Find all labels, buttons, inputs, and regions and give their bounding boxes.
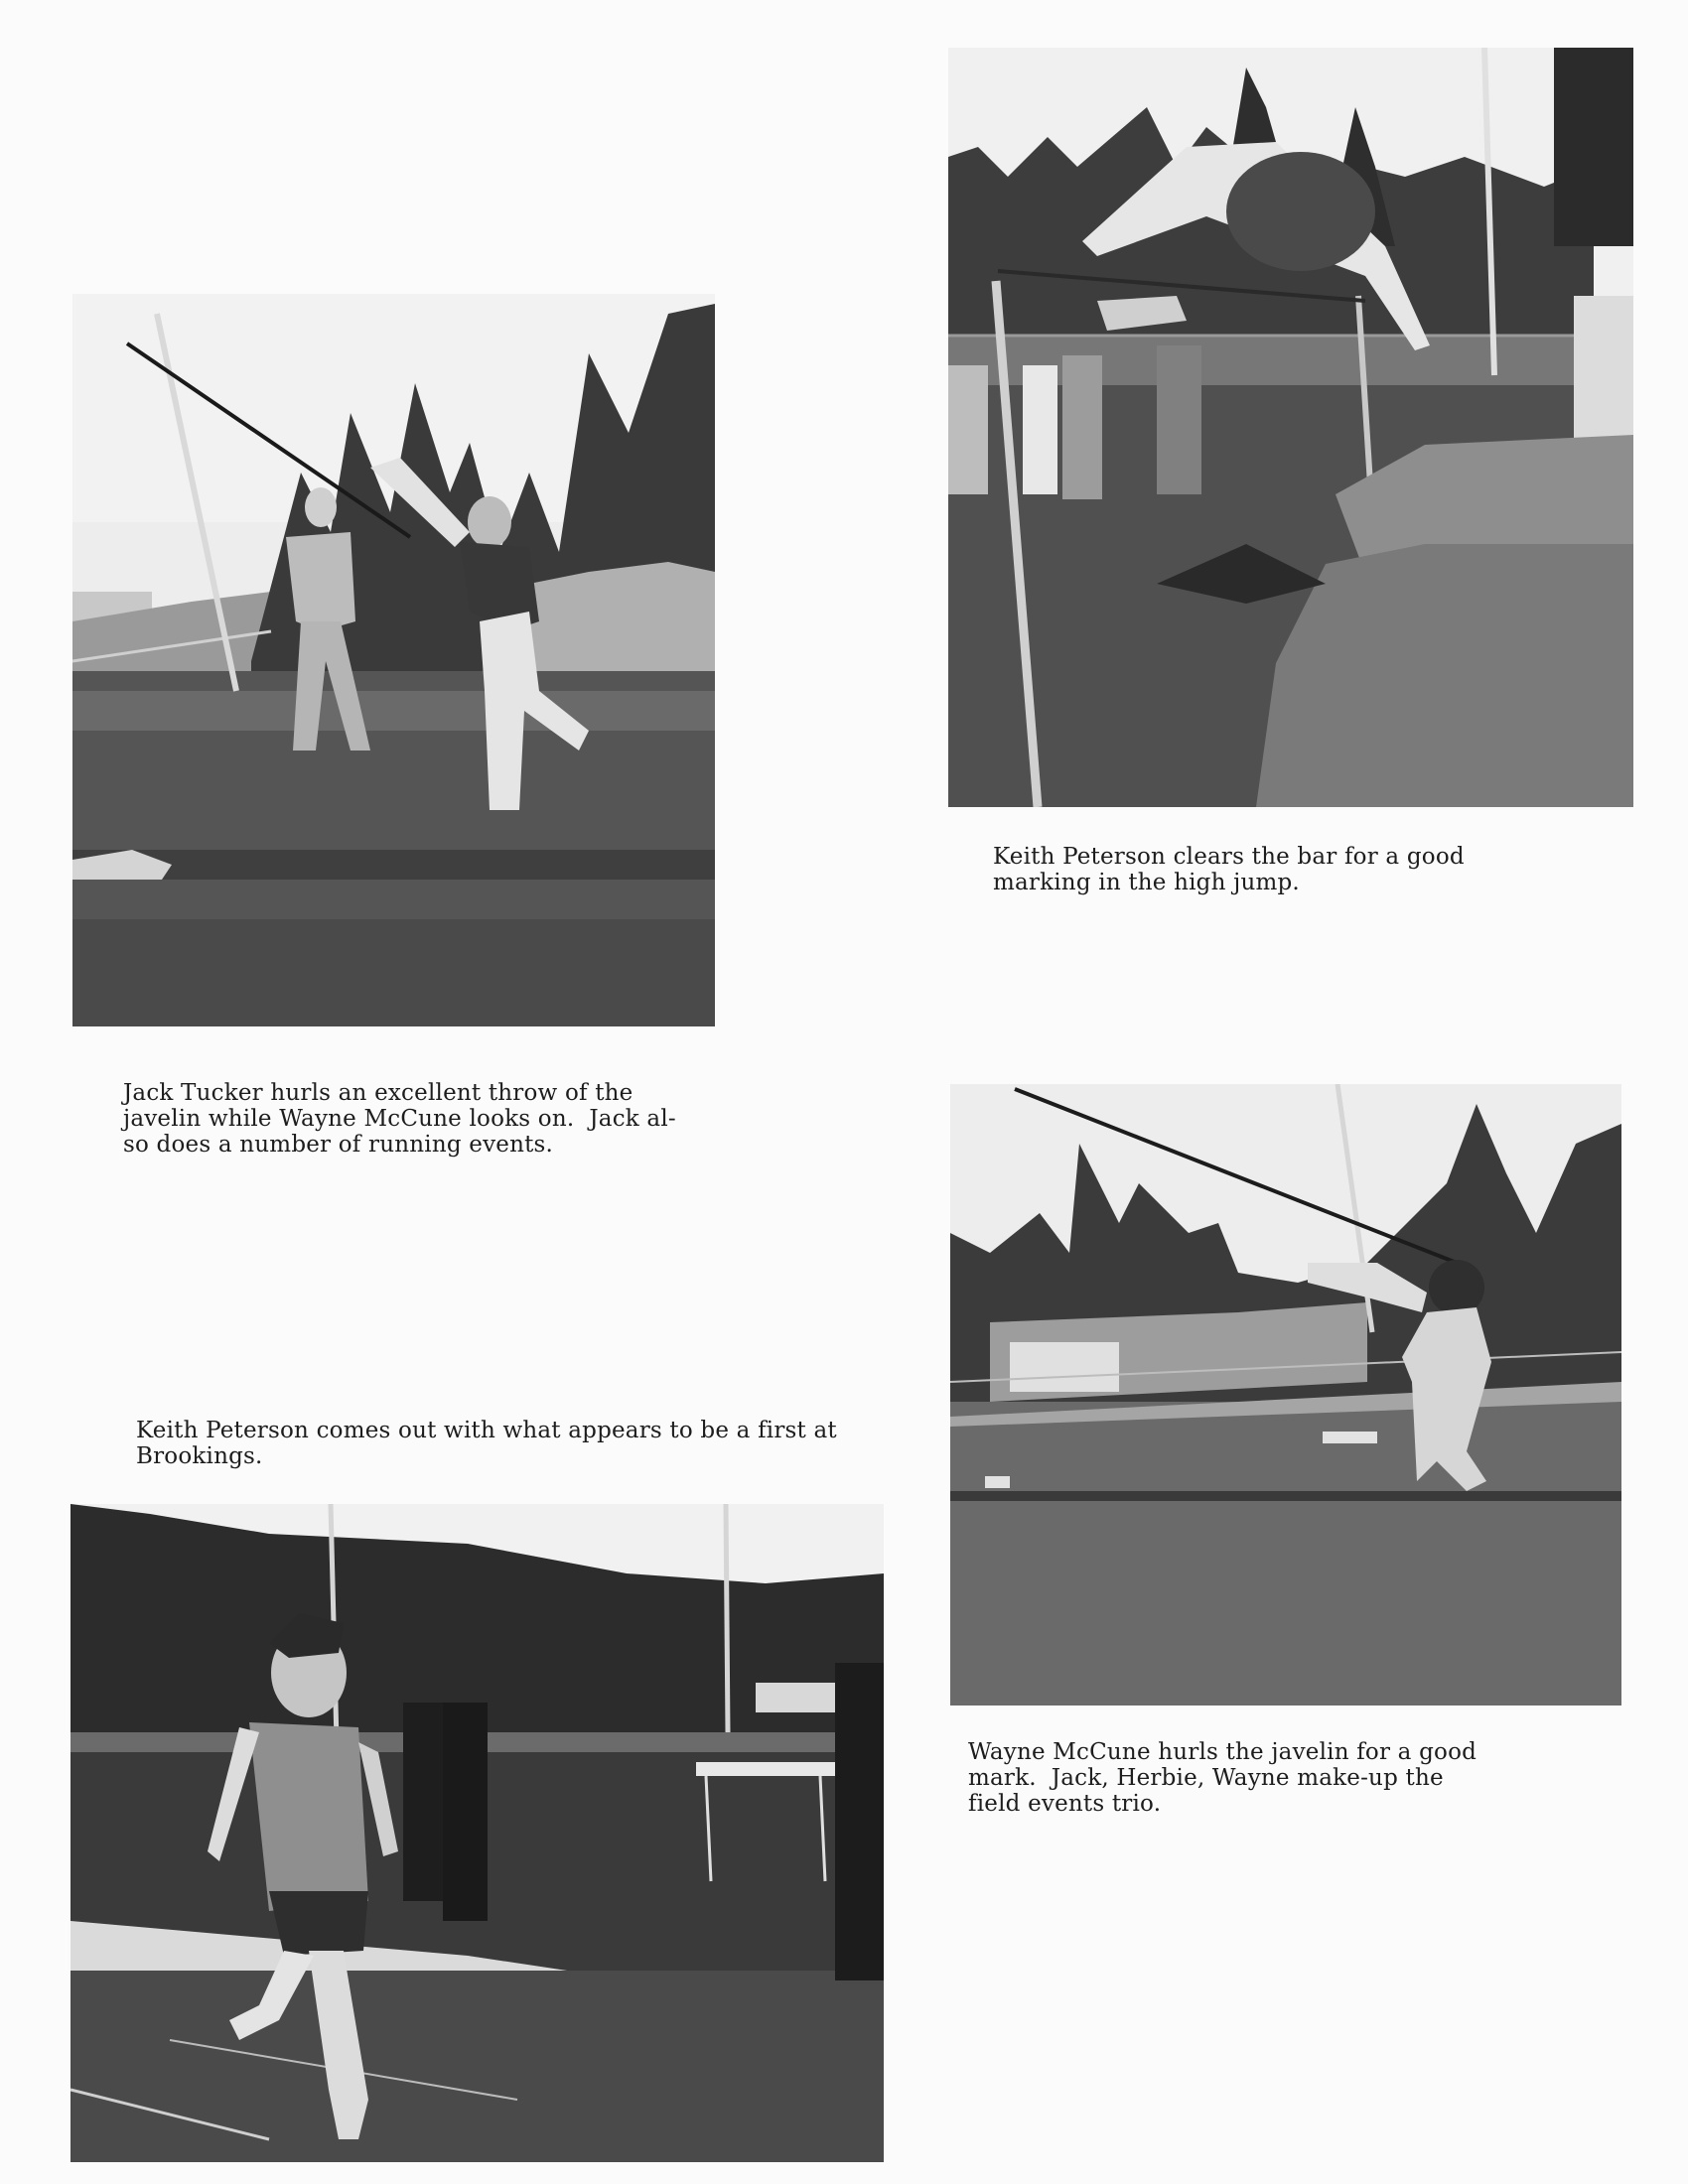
photo-high-jump: [948, 48, 1633, 807]
caption-line: javelin while Wayne McCune looks on. Jack al-: [123, 1106, 676, 1132]
caption-line: field events trio.: [968, 1791, 1162, 1817]
caption-javelin-tucker: [123, 1080, 676, 1158]
photo-javelin-tucker-image: [72, 294, 715, 1026]
caption-javelin-mccune: [968, 1739, 1477, 1817]
caption-line: Keith Peterson comes out with what appears to be a first at: [136, 1418, 837, 1443]
caption-sprint: [136, 1418, 837, 1469]
caption-line: mark. Jack, Herbie, Wayne make-up the: [968, 1765, 1444, 1791]
caption-line: Jack Tucker hurls an excellent throw of the: [123, 1080, 633, 1106]
photo-javelin-throw-tucker: [72, 294, 715, 1026]
caption-line: Keith Peterson clears the bar for a good: [993, 844, 1465, 870]
photo-high-jump-image: [948, 48, 1633, 807]
photo-javelin-throw-mccune: [950, 1084, 1621, 1706]
caption-high-jump: [993, 844, 1465, 895]
caption-line: so does a number of running events.: [123, 1132, 554, 1158]
caption-line: Wayne McCune hurls the javelin for a good: [968, 1739, 1477, 1765]
caption-line: Brookings.: [136, 1443, 263, 1469]
photo-sprint-finish: [70, 1504, 884, 2162]
photo-sprint-image: [70, 1504, 884, 2162]
photo-javelin-mccune-image: [950, 1084, 1621, 1706]
caption-line: marking in the high jump.: [993, 870, 1300, 895]
